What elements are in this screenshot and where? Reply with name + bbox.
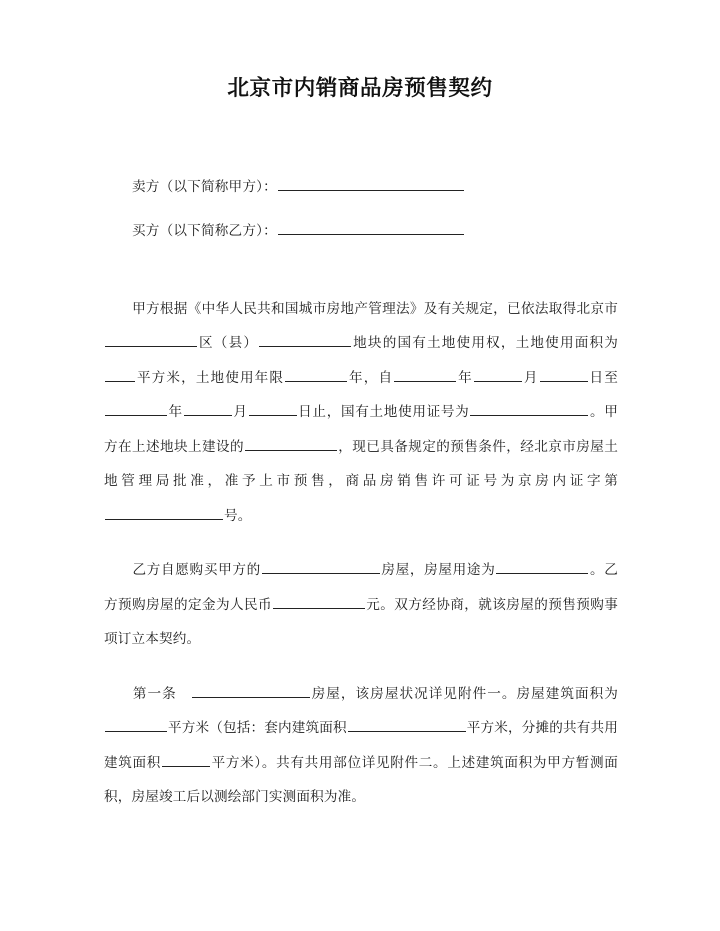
project-name-blank[interactable] bbox=[245, 437, 337, 450]
contract-body bbox=[104, 278, 618, 828]
start-month-blank[interactable] bbox=[474, 368, 522, 381]
land-certificate-no-blank[interactable] bbox=[470, 403, 588, 416]
article-one-paragraph bbox=[104, 677, 618, 815]
article-one-label: 第一条 bbox=[132, 685, 177, 702]
p1-segment-5: 年，自 bbox=[348, 369, 394, 386]
p1-segment-10: 月 bbox=[232, 404, 248, 421]
interior-floor-area-blank[interactable] bbox=[348, 719, 466, 732]
sales-permit-no-blank[interactable] bbox=[105, 506, 223, 519]
parties-block bbox=[104, 170, 618, 248]
start-year-blank[interactable] bbox=[394, 368, 456, 381]
end-day-blank[interactable] bbox=[249, 403, 297, 416]
p1-segment-8: 日至 bbox=[588, 369, 619, 386]
p1-segment-14: 号。 bbox=[224, 507, 252, 524]
p1-segment-4: 平方米，土地使用年限 bbox=[136, 369, 285, 386]
shared-floor-area-blank[interactable] bbox=[162, 753, 210, 766]
land-parcel-blank[interactable] bbox=[259, 334, 351, 347]
p3-segment-3: 平方米，分摊的共有共用建筑面积 bbox=[104, 720, 618, 771]
purchase-intent-paragraph bbox=[104, 553, 618, 657]
p3-segment-4: 平方米）。共有共用部位详见附件二。上述建筑面积为甲方暂测面积，房屋竣工后以测绘部门实测面积为准。 bbox=[104, 754, 618, 806]
deposit-amount-blank[interactable] bbox=[273, 595, 365, 608]
p1-segment-9: 年 bbox=[168, 404, 183, 421]
p2-segment-1: 乙方自愿购买甲方的 bbox=[132, 562, 261, 579]
p1-segment-2: 区（县） bbox=[198, 335, 259, 352]
property-description-blank[interactable] bbox=[262, 561, 380, 574]
buyer-label: 买方（以下简称乙方）： bbox=[132, 223, 277, 239]
p1-segment-6: 年 bbox=[457, 369, 473, 386]
p2-segment-4: 元。双方经协商，就该房屋的预售预购事项订立本契约。 bbox=[104, 596, 618, 648]
p2-segment-3: 。乙方预购房屋的定金为人民币 bbox=[104, 562, 618, 613]
land-term-years-blank[interactable] bbox=[285, 368, 347, 381]
seller-label: 卖方（以下简称甲方）： bbox=[132, 179, 277, 195]
p1-segment-1: 甲方根据《中华人民共和国城市房地产管理法》及有关规定，已依法取得北京市 bbox=[132, 300, 618, 317]
article-one-property-blank[interactable] bbox=[192, 684, 310, 697]
land-use-rights-paragraph bbox=[104, 292, 618, 534]
p1-segment-7: 月 bbox=[522, 369, 539, 386]
property-usage-blank[interactable] bbox=[496, 561, 588, 574]
start-day-blank[interactable] bbox=[540, 368, 588, 381]
p3-segment-2: 平方米（包括：套内建筑面积 bbox=[168, 720, 347, 737]
p1-segment-13: ，现已具备规定的预售条件，经北京市房屋土地管理局批准，准予上市预售，商品房销售许可证号为京房内证字第 bbox=[104, 438, 618, 490]
buyer-name-blank[interactable] bbox=[278, 222, 464, 236]
end-year-blank[interactable] bbox=[105, 403, 167, 416]
seller-name-blank[interactable] bbox=[278, 178, 464, 192]
end-month-blank[interactable] bbox=[184, 403, 232, 416]
p1-segment-3: 地块的国有土地使用权，土地使用面积为 bbox=[352, 335, 619, 352]
buyer-line bbox=[104, 214, 618, 248]
p1-segment-11: 日止，国有土地使用证号为 bbox=[297, 404, 470, 421]
seller-line bbox=[104, 170, 618, 204]
p2-segment-2: 房屋，房屋用途为 bbox=[380, 562, 496, 579]
p3-segment-1: 房屋，该房屋状况详见附件一。房屋建筑面积为 bbox=[310, 685, 618, 702]
p1-segment-12: 。甲方在上述地块上建设的 bbox=[104, 404, 618, 455]
gross-floor-area-blank[interactable] bbox=[105, 719, 167, 732]
land-area-blank[interactable] bbox=[105, 368, 135, 381]
district-blank[interactable] bbox=[105, 334, 197, 347]
page-title: 北京市内销商品房预售契约 bbox=[227, 76, 493, 101]
